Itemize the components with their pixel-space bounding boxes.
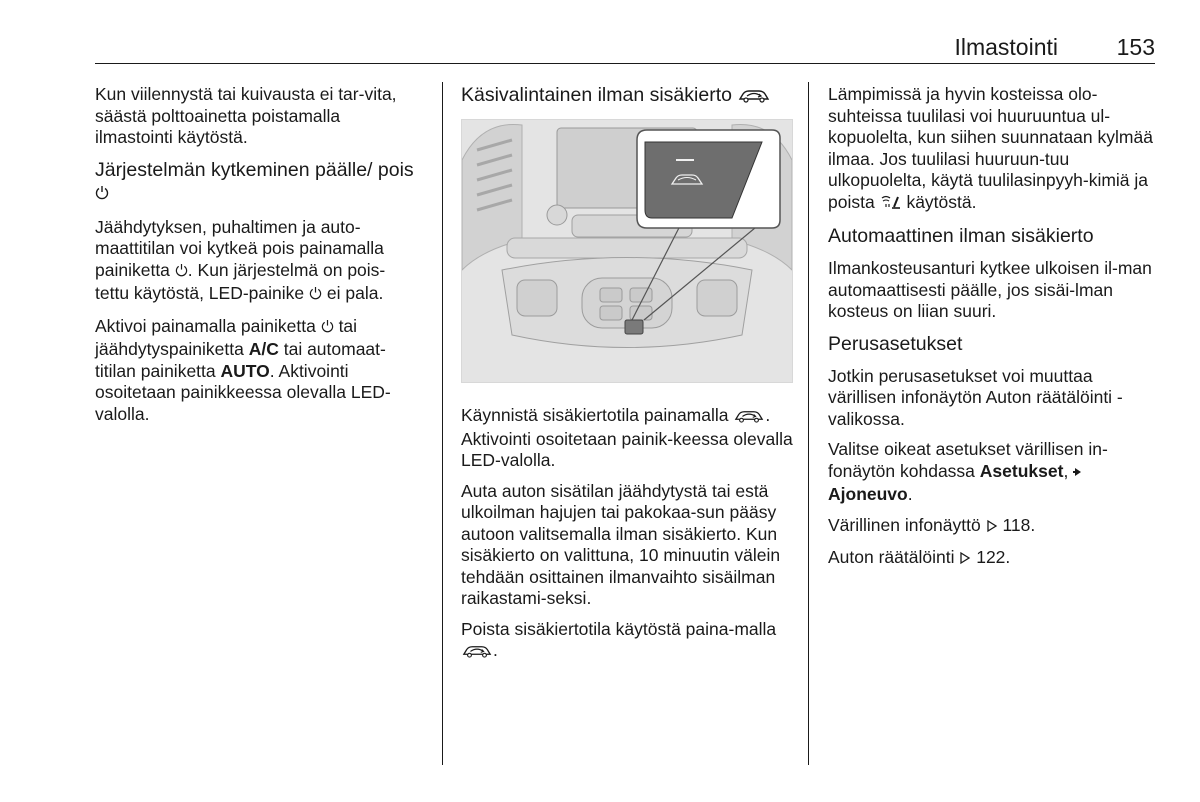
power-icon	[175, 262, 188, 284]
column-middle	[461, 84, 793, 673]
recirculation-icon	[737, 86, 771, 109]
section-heading-recirculation: Käsivalintainen ilman sisäkierto	[461, 84, 793, 109]
paragraph: Lämpimissä ja hyvin kosteissa olo-suhteissa tuulilasi voi huuruuntua ul-kopuolelta, kun siihen suunnataan kylmää ilmaa. Jos tuulilasi huuruun-tuu ulkopuolelta, käytä tuulilasinpyyh-kimiä ja poista käytöstä.	[828, 84, 1156, 215]
paragraph: Aktivoi painamalla painiketta tai jäähdytyspainiketta A/C tai automaat-titilan painiketta AUTO. Aktivointi osoitetaan painikkeessa olevalla LED-valolla.	[95, 315, 391, 424]
cross-reference: Auton räätälöinti 122.	[828, 547, 1156, 571]
recirculation-icon	[733, 407, 765, 429]
power-icon	[95, 184, 109, 207]
paragraph: Jäähdytyksen, puhaltimen ja auto-maattitilan voi kytkeä pois painamalla painiketta . Kun järjestelmä on pois-tettu käytöstä, LED-painike ei pala.	[95, 217, 417, 307]
paragraph: Jotkin perusasetukset voi muuttaa värillisen infonäytön Auton räätälöinti -valikossa.	[828, 365, 1123, 429]
wiper-icon	[880, 194, 902, 216]
arrow-right-icon	[1073, 463, 1083, 485]
section-heading-system: Järjestelmän kytkeminen päälle/ pois	[95, 159, 417, 207]
column-right	[828, 84, 1156, 580]
column-divider	[808, 82, 809, 765]
cross-reference: Värillinen infonäyttö 118.	[828, 515, 1156, 539]
header-rule	[95, 63, 1155, 64]
power-icon	[309, 285, 322, 307]
paragraph: Ilmankosteusanturi kytkee ulkoisen il-man automaattisesti päälle, jos sisäi-lman kosteus on liian suuri.	[828, 258, 1152, 321]
header-title: Ilmastointi	[954, 34, 1058, 60]
power-icon	[321, 318, 334, 340]
paragraph: Auta auton sisätilan jäähdytystä tai estä ulkoilman hajujen tai pakokaa-sun pääsy autoon valitsemalla ilman sisäkierto. Kun sisäkierto on valittuna, 10 minuutin välein tehdään osittainen ilmanvaihto sisäilman raikastami-seksi.	[461, 480, 781, 608]
auto-button-label: AUTO	[220, 360, 270, 381]
column-left	[95, 84, 417, 434]
page-reference-icon	[959, 549, 971, 571]
page-number: 153	[1116, 34, 1155, 60]
intro-paragraph: Kun viilennystä tai kuivausta ei tar-vita, säästä polttoainetta poistamalla ilmastointi käytöstä.	[95, 84, 397, 147]
section-heading-basic-settings: Perusasetukset	[828, 332, 963, 355]
vehicle-menu-label: Ajoneuvo	[828, 484, 908, 504]
column-divider	[442, 82, 443, 765]
page-reference-icon	[986, 517, 998, 539]
settings-menu-label: Asetukset	[979, 460, 1064, 481]
ac-button-label: A/C	[248, 339, 279, 359]
paragraph: Poista sisäkiertotila käytöstä paina-malla .	[461, 619, 793, 664]
paragraph: Käynnistä sisäkiertotila painamalla . Aktivointi osoitetaan painik-keessa olevalla LED-valolla.	[461, 405, 793, 470]
section-heading-auto-recirculation: Automaattinen ilman sisäkierto	[828, 225, 1094, 247]
recirculation-icon	[461, 642, 493, 664]
paragraph: Valitse oikeat asetukset värillisen in-fonäytön kohdassa Asetukset, Ajoneuvo.	[828, 439, 1108, 504]
climate-control-illustration	[461, 119, 793, 383]
